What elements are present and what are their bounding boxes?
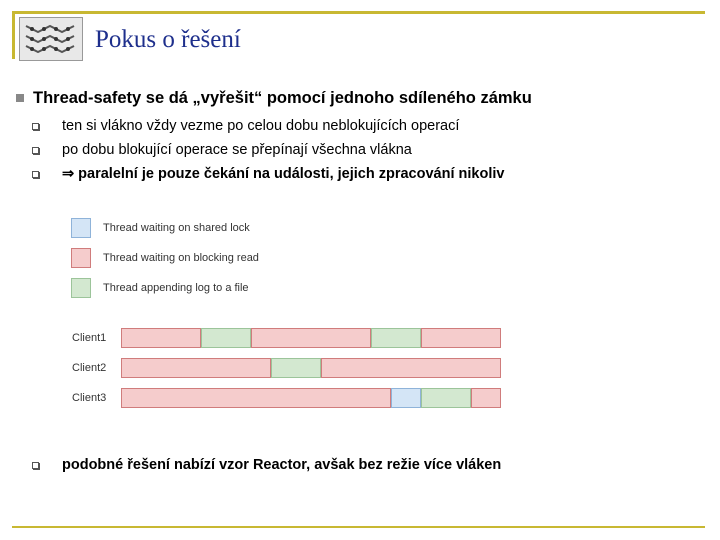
sub-bullet-text: podobné řešení nabízí vzor Reactor, avšak bez režie více vláken	[62, 457, 502, 473]
timeline-segment-log	[271, 358, 321, 378]
legend-swatch-lock	[71, 218, 91, 238]
client-label: Client1	[72, 332, 107, 344]
timeline-segment-log	[201, 328, 251, 348]
legend-swatch-read	[71, 248, 91, 268]
slide-title: Pokus o řešení	[95, 26, 241, 53]
timeline-segment-read	[121, 328, 201, 348]
box-bullet-icon	[32, 147, 39, 154]
header-frame-top	[12, 11, 705, 14]
footer-line	[12, 526, 705, 528]
timeline-segment-read	[471, 388, 501, 408]
timeline-segment-log	[371, 328, 421, 348]
box-bullet-icon	[32, 171, 39, 178]
timeline-segment-lock	[391, 388, 421, 408]
legend-label: Thread waiting on shared lock	[103, 222, 250, 234]
university-logo	[19, 17, 83, 61]
sub-bullet-text: ⇒ paralelní je pouze čekání na události, jejich zpracování nikoliv	[62, 166, 505, 182]
client-label: Client3	[72, 392, 107, 404]
sub-bullet-text: po dobu blokující operace se přepínají všechna vlákna	[62, 142, 412, 158]
sub-bullet-text: ten si vlákno vždy vezme po celou dobu neblokujících operací	[62, 118, 460, 134]
timeline-segment-read	[421, 328, 501, 348]
client-label: Client2	[72, 362, 107, 374]
timeline-segment-log	[421, 388, 471, 408]
legend-swatch-log	[71, 278, 91, 298]
header-frame-left	[12, 11, 15, 59]
bullet-main-text: Thread-safety se dá „vyřešit“ pomocí jednoho sdíleného zámku	[33, 89, 532, 107]
timeline-segment-read	[121, 388, 391, 408]
legend-label: Thread appending log to a file	[103, 282, 249, 294]
timeline-segment-read	[321, 358, 501, 378]
timeline-segment-read	[251, 328, 371, 348]
timeline-segment-read	[121, 358, 271, 378]
square-bullet-icon	[16, 94, 24, 102]
box-bullet-icon	[32, 123, 39, 130]
legend-label: Thread waiting on blocking read	[103, 252, 259, 264]
box-bullet-icon	[32, 462, 39, 469]
